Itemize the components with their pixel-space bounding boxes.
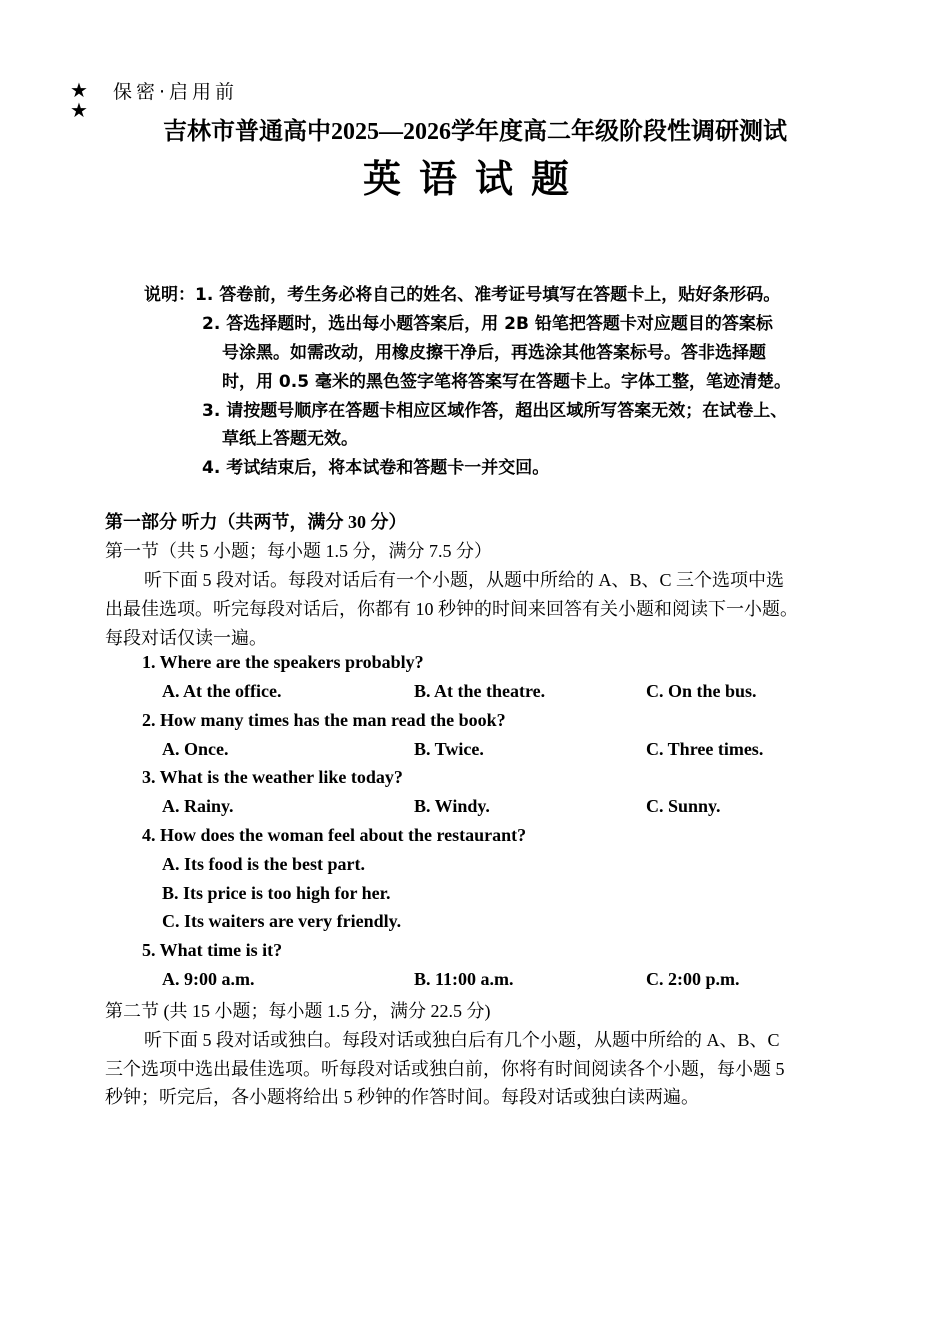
instruction-line: 4. 考试结束后，将本试卷和答题卡一并交回。: [202, 458, 550, 478]
directions-line: 每段对话仅读一遍。: [105, 628, 267, 648]
directions-line: 三个选项中选出最佳选项。听每段对话或独白前，你将有时间阅读各个小题，每小题 5: [105, 1059, 785, 1079]
directions-line: 听下面 5 段对话。每段对话后有一个小题，从题中所给的 A、B、C 三个选项中选: [144, 570, 785, 590]
star-icon: ★: [70, 98, 88, 122]
instruction-line: 时，用 0.5 毫米的黑色签字笔将答案写在答题卡上。字体工整，笔迹清楚。: [222, 372, 791, 392]
part-heading: 第一部分 听力（共两节，满分 30 分）: [105, 512, 407, 532]
question-option: B. Twice.: [414, 739, 484, 759]
instruction-line: 说明：1. 答卷前，考生务必将自己的姓名、准考证号填写在答题卡上，贴好条形码。: [144, 285, 781, 305]
directions-line: 秒钟；听完后，各小题将给出 5 秒钟的作答时间。每段对话或独白读两遍。: [105, 1087, 699, 1107]
subject-title: 英语试题: [362, 159, 587, 201]
question-option: C. On the bus.: [646, 681, 757, 701]
question-option: C. Three times.: [646, 739, 764, 759]
question-option: B. Windy.: [414, 796, 490, 816]
question-option: A. Rainy.: [162, 796, 234, 816]
question-stem: 4. How does the woman feel about the restaurant?: [142, 825, 527, 845]
question-option: A. 9:00 a.m.: [162, 969, 255, 989]
question-option: A. Its food is the best part.: [162, 854, 366, 874]
question-option: C. 2:00 p.m.: [646, 969, 740, 989]
question-option: A. Once.: [162, 739, 229, 759]
question-option: B. 11:00 a.m.: [414, 969, 514, 989]
instruction-line: 2. 答选择题时，选出每小题答案后，用 2B 铅笔把答题卡对应题目的答案标: [202, 314, 773, 334]
instruction-line: 3. 请按题号顺序在答题卡相应区域作答，超出区域所写答案无效；在试卷上、: [202, 401, 788, 421]
instruction-line: 号涂黑。如需改动，用橡皮擦干净后，再选涂其他答案标号。答非选择题: [222, 343, 766, 363]
school-title: 吉林市普通高中2025—2026学年度高二年级阶段性调研测试: [163, 119, 787, 145]
section-heading: 第二节 (共 15 小题；每小题 1.5 分，满分 22.5 分): [105, 1001, 491, 1021]
instruction-line: 草纸上答题无效。: [222, 429, 358, 449]
question-option: C. Sunny.: [646, 796, 721, 816]
question-stem: 1. Where are the speakers probably?: [142, 652, 424, 672]
directions-line: 听下面 5 段对话或独白。每段对话或独白后有几个小题，从题中所给的 A、B、C: [144, 1030, 780, 1050]
question-stem: 3. What is the weather like today?: [142, 767, 403, 787]
question-stem: 5. What time is it?: [142, 940, 283, 960]
star-icon: ★: [70, 78, 88, 102]
question-option: B. At the theatre.: [414, 681, 546, 701]
section-heading: 第一节（共 5 小题；每小题 1.5 分，满分 7.5 分）: [105, 541, 492, 561]
confidential-label: 保密·启用前: [113, 81, 239, 103]
directions-line: 出最佳选项。听完每段对话后，你都有 10 秒钟的时间来回答有关小题和阅读下一小题。: [105, 599, 798, 619]
question-option: C. Its waiters are very friendly.: [162, 911, 402, 931]
question-stem: 2. How many times has the man read the book?: [142, 710, 506, 730]
question-option: B. Its price is too high for her.: [162, 883, 391, 903]
question-option: A. At the office.: [162, 681, 282, 701]
